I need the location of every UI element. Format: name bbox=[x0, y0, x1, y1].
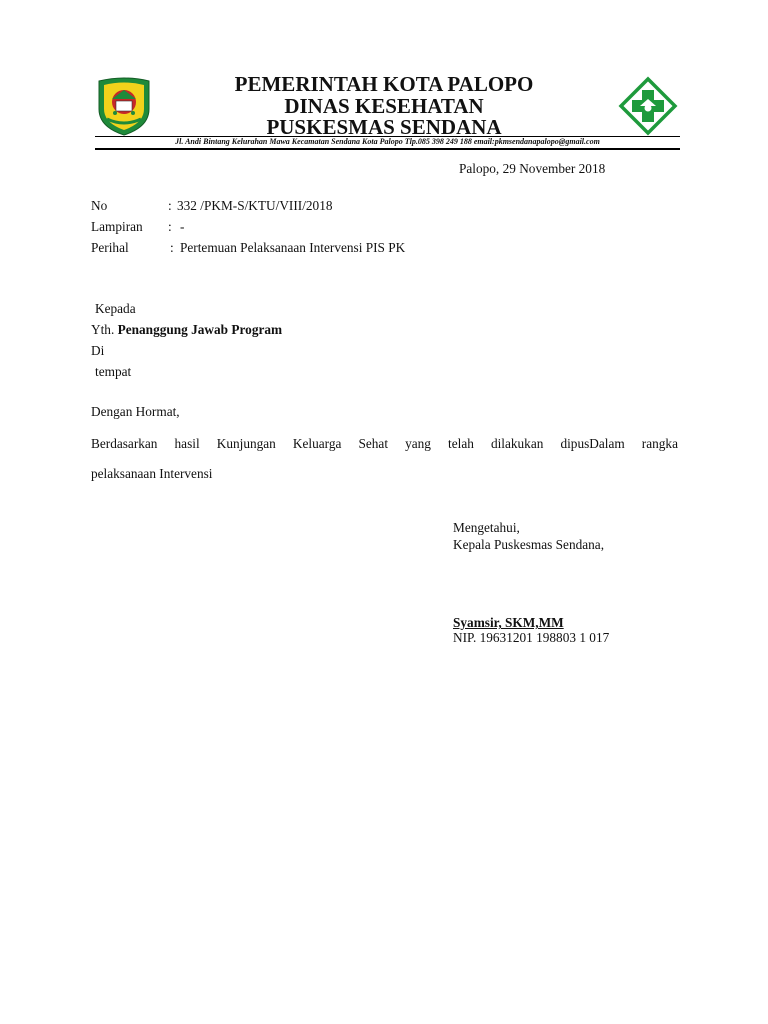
puskesmas-cross-logo-icon bbox=[618, 76, 678, 136]
letter-date: Palopo, 29 November 2018 bbox=[459, 161, 606, 176]
no-label: No bbox=[91, 198, 108, 213]
recipient-yth-prefix: Yth. bbox=[91, 322, 115, 337]
government-title: PEMERINTAH KOTA PALOPO bbox=[234, 72, 534, 96]
body-paragraph-line-1: Berdasarkan hasil Kunjungan Keluarga Sehat yang telah dilakukan dipusDalam rangka bbox=[91, 436, 678, 451]
greeting: Dengan Hormat, bbox=[91, 404, 180, 419]
lampiran-colon: : bbox=[168, 219, 172, 234]
perihal-colon: : bbox=[170, 240, 174, 255]
palopo-city-emblem-icon bbox=[95, 75, 153, 137]
signature-nip: NIP. 19631201 198803 1 017 bbox=[453, 630, 610, 645]
perihal-label: Perihal bbox=[91, 240, 129, 255]
signature-name: Syamsir, SKM,MM bbox=[453, 615, 564, 630]
body-paragraph-line-2: pelaksanaan Intervensi bbox=[91, 466, 213, 481]
no-colon: : bbox=[168, 198, 172, 213]
no-value: 332 /PKM-S/KTU/VIII/2018 bbox=[177, 198, 333, 213]
department-title: DINAS KESEHATAN bbox=[284, 94, 484, 118]
letterhead-rule-bottom bbox=[95, 148, 680, 150]
recipient-tempat: tempat bbox=[95, 364, 132, 379]
recipient-di: Di bbox=[91, 343, 105, 358]
recipient-name: Penanggung Jawab Program bbox=[117, 322, 283, 337]
signature-title: Kepala Puskesmas Sendana, bbox=[453, 537, 605, 552]
recipient-yth bbox=[91, 322, 282, 338]
letterhead-address: Jl. Andi Bintang Kelurahan Mawa Kecamatan Sendana Kota Palopo Tlp.085 398 249 188 email:pkmsendanapalopo@gmail.com bbox=[175, 137, 600, 146]
recipient-kepada: Kepada bbox=[95, 301, 136, 316]
lampiran-label: Lampiran bbox=[91, 219, 143, 234]
lampiran-value: - bbox=[180, 219, 185, 234]
signature-mengetahui: Mengetahui, bbox=[453, 520, 520, 535]
puskesmas-title: PUSKESMAS SENDANA bbox=[266, 115, 502, 139]
perihal-value: Pertemuan Pelaksanaan Intervensi PIS PK bbox=[180, 240, 406, 255]
